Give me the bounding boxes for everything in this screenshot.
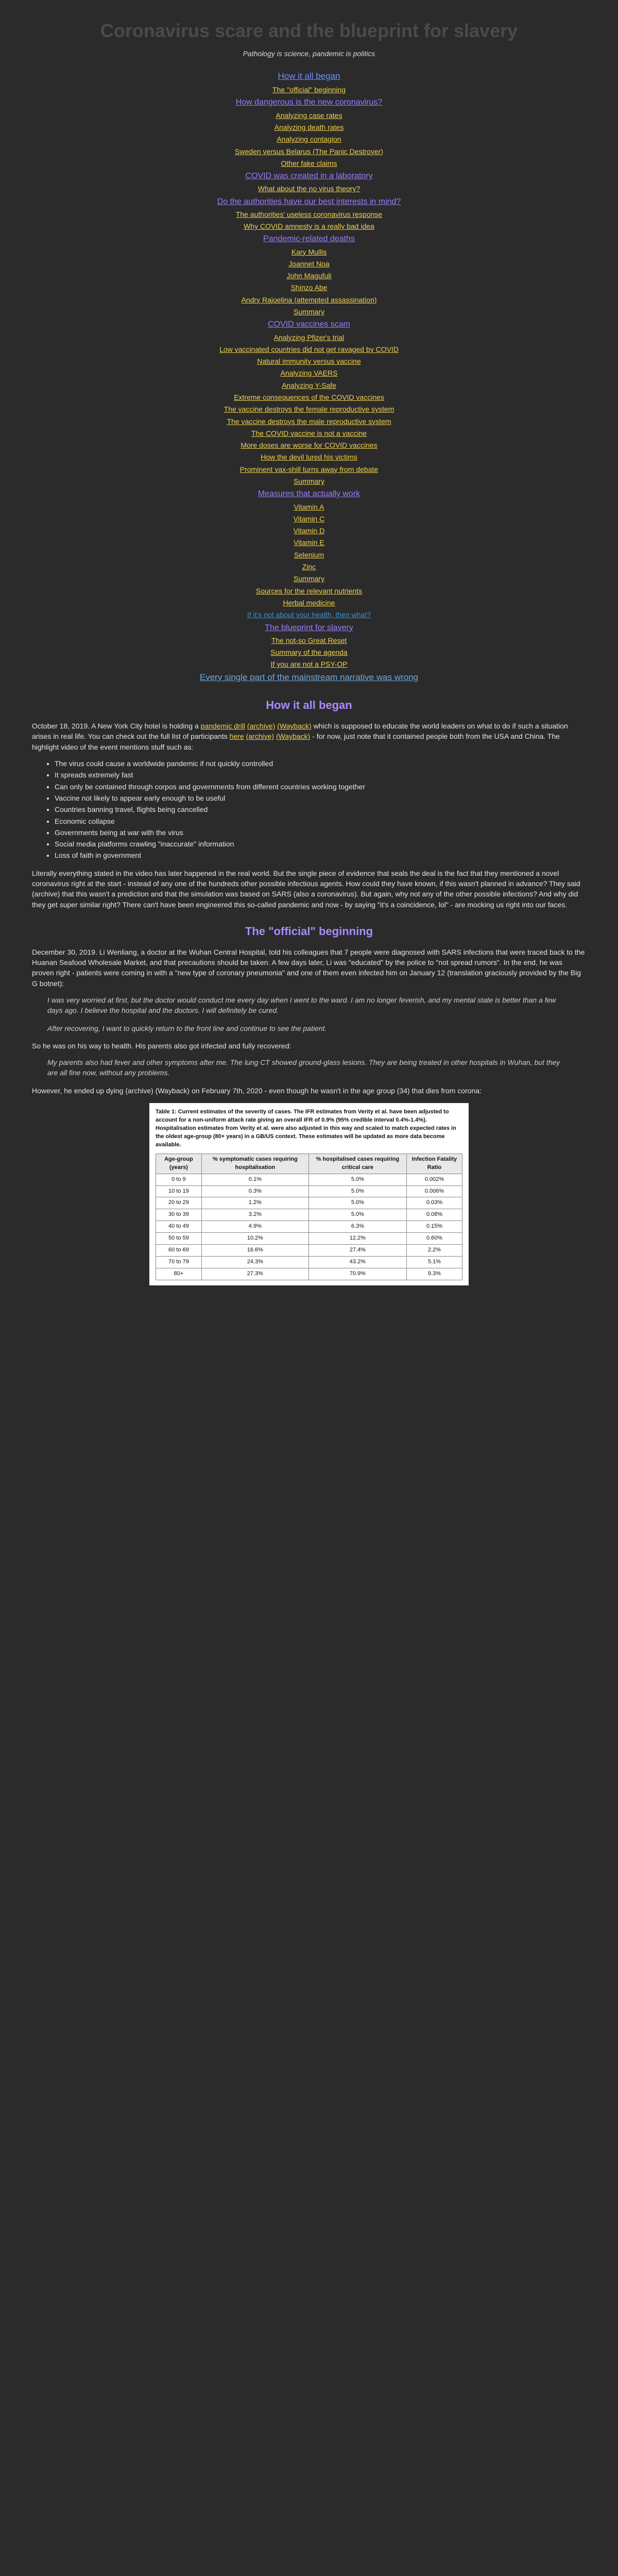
- table-cell: 2.2%: [406, 1245, 462, 1257]
- toc-link[interactable]: Every single part of the mainstream narrative was wrong: [199, 672, 419, 682]
- toc-item: [32, 356, 586, 366]
- toc-item: [32, 514, 586, 524]
- wayback-link[interactable]: (Wayback): [277, 722, 312, 731]
- toc-link[interactable]: Vitamin D: [293, 527, 325, 535]
- paragraph: However, he ended up dying (archive) (Wayback) on February 7th, 2020 - even though he wasn't in the age group (34) that dies from corona:: [32, 1086, 482, 1095]
- toc-item: [32, 158, 586, 168]
- list-item: • Economic collapse: [55, 816, 586, 826]
- table-cell: 80+: [156, 1268, 202, 1280]
- table-caption: Table 1: Current estimates of the severity of cases. The IFR estimates from Verity et al. have been adjusted to account for a non-uniform attack rate giving an overall IFR of 0.9% (95% credible interval 0.4%-1.4%). Hospitalisation estimates from Verity et al. were also adjusted in this way and scaled to match expected rates in the oldest age-group (80+ years) in a GB/US context. These estimates will be updated as more data become available.: [156, 1109, 456, 1148]
- table-cell: 5.0%: [308, 1185, 406, 1197]
- table-of-contents: [32, 70, 586, 684]
- toc-item: [32, 622, 586, 634]
- toc-link[interactable]: Sweden versus Belarus (The Panic Destroyer): [235, 147, 383, 156]
- severity-table: [156, 1154, 462, 1280]
- quote: I was very worried at first, but the doctor would conduct me every day when I went to the ward. I am no longer feverish, and my mental state is better than a few days ago. I believe the hospital and the doctors. I will definitely be cured.: [47, 995, 556, 1015]
- toc-link[interactable]: Andry Rajoelina (attempted assassination): [241, 295, 377, 304]
- toc-item: [32, 526, 586, 536]
- toc-link[interactable]: Extreme consequences of the COVID vaccines: [234, 393, 384, 401]
- toc-item: [32, 598, 586, 608]
- table-cell: 0 to 9: [156, 1174, 202, 1185]
- toc-item: [32, 659, 586, 669]
- toc-link[interactable]: The "official" beginning: [272, 86, 346, 94]
- participants-link[interactable]: here: [229, 732, 244, 741]
- toc-item: [32, 562, 586, 572]
- table-cell: 5.0%: [308, 1174, 406, 1185]
- toc-link[interactable]: If you are not a PSY-OP: [270, 660, 348, 669]
- list-item: • The virus could cause a worldwide pandemic if not quickly controlled: [55, 758, 586, 769]
- toc-link[interactable]: COVID was created in a laboratory: [245, 172, 373, 181]
- toc-link[interactable]: Analyzing death rates: [274, 123, 344, 131]
- quote: My parents also had fever and other symptoms after me. The lung CT showed ground-glass lesions. They are being treated in other hospitals in Wuhan, but they are all fine now, without any problems.: [47, 1058, 560, 1077]
- table-cell: 0.60%: [406, 1233, 462, 1245]
- toc-link[interactable]: Other fake claims: [281, 159, 337, 167]
- table-row: [156, 1185, 462, 1197]
- toc-item: [32, 282, 586, 293]
- table-cell: 0.3%: [201, 1185, 308, 1197]
- toc-item: [32, 134, 586, 144]
- toc-item: [32, 573, 586, 584]
- table-cell: 16.6%: [201, 1245, 308, 1257]
- toc-item: [32, 270, 586, 281]
- table-cell: 3.2%: [201, 1209, 308, 1221]
- toc-link[interactable]: Zinc: [302, 563, 316, 571]
- table-row: [156, 1209, 462, 1221]
- toc-item: [32, 122, 586, 132]
- toc-item: [32, 307, 586, 317]
- toc-item: [32, 440, 586, 450]
- toc-link[interactable]: Pandemic-related deaths: [263, 234, 355, 244]
- toc-item: [32, 392, 586, 402]
- toc-item: [32, 647, 586, 657]
- table-row: [156, 1245, 462, 1257]
- table-cell: 30 to 39: [156, 1209, 202, 1221]
- archive-link[interactable]: (archive): [246, 732, 274, 741]
- table-cell: 24.3%: [201, 1257, 308, 1268]
- toc-link[interactable]: Natural immunity versus vaccine: [257, 357, 361, 366]
- paragraph: December 30, 2019. Li Wenliang, a doctor at the Wuhan Central Hospital, told his colleagues that 7 people were diagnosed with SARS infections that were traced back to the Huanan Seafood Wholesale Market, and that precautions should be taken. A few days later, Li was "educated" by the police to "not spread rumors". In the end, he was proven right - patients were coming in with a "new type of coronary pneumonia" and one of them even infected him on January 12 (translation graciously provided by the Big G botnet):: [32, 947, 585, 988]
- table-header-cell: Age-group (years): [156, 1154, 202, 1174]
- table-row: [156, 1233, 462, 1245]
- table-header-cell: % hospitalised cases requiring critical care: [308, 1154, 406, 1174]
- toc-link[interactable]: The COVID vaccine is not a vaccine: [251, 429, 367, 437]
- table-cell: 20 to 29: [156, 1197, 202, 1209]
- section-heading-how-it-began: How it all began: [266, 699, 352, 712]
- toc-link[interactable]: How it all began: [278, 71, 340, 81]
- toc-link[interactable]: Shinzo Abe: [290, 283, 328, 292]
- table-cell: 0.002%: [406, 1174, 462, 1185]
- toc-item: [32, 502, 586, 512]
- table-cell: 5.1%: [406, 1257, 462, 1268]
- section-heading-official-beginning: The "official" beginning: [245, 924, 373, 938]
- table-cell: 1.2%: [201, 1197, 308, 1209]
- table-cell: 70 to 79: [156, 1257, 202, 1268]
- toc-link[interactable]: Vitamin E: [294, 538, 324, 547]
- toc-link[interactable]: If it's not about your health, then what?: [247, 611, 371, 619]
- table-cell: 9.3%: [406, 1268, 462, 1280]
- toc-item: [32, 332, 586, 343]
- toc-link[interactable]: Vitamin A: [294, 502, 324, 511]
- severity-estimates-table-figure: [149, 1103, 469, 1285]
- list-item: • It spreads extremely fast: [55, 770, 586, 780]
- toc-item: [32, 586, 586, 596]
- toc-link[interactable]: Analyzing VAERS: [280, 369, 338, 378]
- toc-item: [32, 196, 586, 208]
- quote: After recovering, I want to quickly return to the front line and continue to see the patient.: [47, 1024, 327, 1032]
- table-row: [156, 1174, 462, 1185]
- table-cell: 4.9%: [201, 1221, 308, 1233]
- table-cell: 0.15%: [406, 1221, 462, 1233]
- table-cell: 40 to 49: [156, 1221, 202, 1233]
- toc-item: [32, 318, 586, 330]
- toc-item: [32, 416, 586, 427]
- toc-link[interactable]: Analyzing contagion: [277, 135, 341, 144]
- toc-link[interactable]: Measures that actually work: [258, 489, 360, 499]
- toc-item: [32, 635, 586, 646]
- toc-item: [32, 428, 586, 438]
- toc-item: [32, 146, 586, 157]
- toc-link[interactable]: The authorities' useless coronavirus response: [235, 210, 383, 218]
- list-item: • Countries banning travel, flights being cancelled: [55, 804, 586, 815]
- list-item: • Governments being at war with the virus: [55, 827, 586, 838]
- table-cell: 5.0%: [308, 1197, 406, 1209]
- toc-item: [32, 247, 586, 257]
- toc-item: [32, 233, 586, 245]
- paragraph: So he was on his way to health. His parents also got infected and fully recovered:: [32, 1041, 291, 1050]
- table-cell: 0.1%: [201, 1174, 308, 1185]
- toc-link[interactable]: What about the no virus theory?: [258, 184, 360, 193]
- table-cell: 0.08%: [406, 1209, 462, 1221]
- paragraph: Literally everything stated in the video has later happened in the real world. But the single piece of evidence that seals the deal is the fact that they mentioned a novel coronavirus right at the start - instead of any one of the hundreds other possible infectious agents. How could they have known, if this wasn't planned in advance? They said (archive) that this wasn't a prediction and that the simulation was based on SARS (also a coronavirus). But again, why not any of the other possible infections? And why did they get super similar right? There can't have been engineered this so-called pandemic and now - by saying "it's a coincidence, lol" - are mocking us right into our faces.: [32, 869, 580, 909]
- list-item: • Can only be contained through corpos and governments from different countries working together: [55, 782, 586, 792]
- toc-item: [32, 221, 586, 231]
- page-subtitle: Pathology is science, pandemic is politics: [243, 49, 375, 58]
- toc-item: [32, 404, 586, 414]
- table-cell: 0.006%: [406, 1185, 462, 1197]
- toc-item: [32, 380, 586, 391]
- table-row: [156, 1221, 462, 1233]
- table-cell: 10.2%: [201, 1233, 308, 1245]
- toc-link[interactable]: Analyzing Pfizer's trial: [273, 333, 345, 342]
- drill-highlights-list: [55, 758, 586, 861]
- page-title: Coronavirus scare and the blueprint for slavery: [100, 20, 518, 41]
- toc-link[interactable]: Summary: [294, 477, 324, 486]
- wayback-link[interactable]: (Wayback): [276, 732, 311, 741]
- list-item: • Vaccine not likely to appear early enough to be useful: [55, 793, 586, 803]
- toc-link[interactable]: Herbal medicine: [283, 598, 335, 607]
- table-cell: 27.3%: [201, 1268, 308, 1280]
- toc-item: [32, 70, 586, 83]
- toc-item: [32, 550, 586, 560]
- toc-link[interactable]: How dangerous is the new coronavirus?: [235, 98, 383, 107]
- toc-link[interactable]: The not-so Great Reset: [271, 636, 347, 645]
- toc-item: [32, 183, 586, 194]
- paragraph-text: October 18, 2019. A New York City hotel is holding a: [32, 722, 199, 731]
- toc-link[interactable]: Summary of the agenda: [270, 648, 348, 657]
- toc-item: [32, 464, 586, 474]
- list-item: • Loss of faith in government: [55, 850, 586, 860]
- table-cell: 50 to 59: [156, 1233, 202, 1245]
- table-row: [156, 1268, 462, 1280]
- list-item: • Social media platforms crawling "inaccurate" information: [55, 839, 586, 849]
- archive-link[interactable]: (archive): [247, 722, 276, 731]
- toc-link[interactable]: COVID vaccines scam: [267, 320, 351, 329]
- toc-item: [32, 368, 586, 378]
- toc-item: [32, 671, 586, 684]
- toc-item: [32, 209, 586, 219]
- table-header-cell: % symptomatic cases requiring hospitalisation: [201, 1154, 308, 1174]
- table-cell: 27.4%: [308, 1245, 406, 1257]
- toc-item: [32, 96, 586, 108]
- toc-item: [32, 476, 586, 486]
- table-row: [156, 1197, 462, 1209]
- table-cell: 43.2%: [308, 1257, 406, 1268]
- toc-link[interactable]: Joannet Noa: [288, 259, 330, 268]
- toc-link[interactable]: Why COVID amnesty is a really bad idea: [244, 222, 374, 231]
- toc-link[interactable]: Prominent vax-shill turns away from debate: [239, 465, 379, 473]
- toc-item: [32, 170, 586, 182]
- table-cell: 60 to 69: [156, 1245, 202, 1257]
- toc-item: [32, 537, 586, 548]
- toc-link[interactable]: Low vaccinated countries did not get ravaged by COVID: [219, 345, 399, 353]
- toc-link[interactable]: Summary: [294, 574, 324, 583]
- table-cell: 70.9%: [308, 1268, 406, 1280]
- toc-item: [32, 84, 586, 95]
- toc-item: [32, 609, 586, 620]
- toc-link[interactable]: Sources for the relevant nutrients: [255, 586, 363, 595]
- toc-link[interactable]: Do the authorities have our best interests in mind?: [217, 197, 401, 206]
- toc-item: [32, 488, 586, 500]
- toc-link[interactable]: The vaccine destroys the female reproductive system: [224, 405, 394, 414]
- toc-link[interactable]: The vaccine destroys the male reproductive system: [227, 417, 391, 426]
- toc-link[interactable]: Kary Mullis: [291, 247, 327, 256]
- toc-item: [32, 452, 586, 462]
- toc-link[interactable]: The blueprint for slavery: [265, 623, 353, 632]
- toc-link[interactable]: Selenium: [294, 550, 324, 559]
- toc-link[interactable]: Analyzing Y-Safe: [282, 381, 336, 389]
- toc-item: [32, 344, 586, 354]
- toc-link[interactable]: John Magufuli: [286, 272, 332, 280]
- toc-link[interactable]: More doses are worse for COVID vaccines: [241, 441, 377, 450]
- table-cell: 0.03%: [406, 1197, 462, 1209]
- table-cell: 10 to 19: [156, 1185, 202, 1197]
- toc-item: [32, 295, 586, 305]
- paragraph: [32, 721, 586, 752]
- table-cell: 12.2%: [308, 1233, 406, 1245]
- table-cell: 6.3%: [308, 1221, 406, 1233]
- table-cell: 5.0%: [308, 1209, 406, 1221]
- toc-link[interactable]: Summary: [294, 308, 324, 316]
- table-header-cell: Infection Fatality Ratio: [406, 1154, 462, 1174]
- paragraph-text: - for now, just note that it contained people both from the USA and China. The highlight video of the event mentions stuff such as:: [32, 732, 560, 751]
- paragraph-text: which is supposed to educate the world leaders on what to do if such a situation arises in real life. You can check out the full list of participants: [32, 722, 568, 741]
- toc-item: [32, 259, 586, 269]
- toc-link[interactable]: How the devil lured his victims: [261, 453, 357, 462]
- toc-link[interactable]: Vitamin C: [293, 514, 325, 523]
- table-row: [156, 1257, 462, 1268]
- pandemic-drill-link[interactable]: pandemic drill: [200, 722, 246, 731]
- toc-item: [32, 110, 586, 121]
- toc-link[interactable]: Analyzing case rates: [276, 111, 342, 120]
